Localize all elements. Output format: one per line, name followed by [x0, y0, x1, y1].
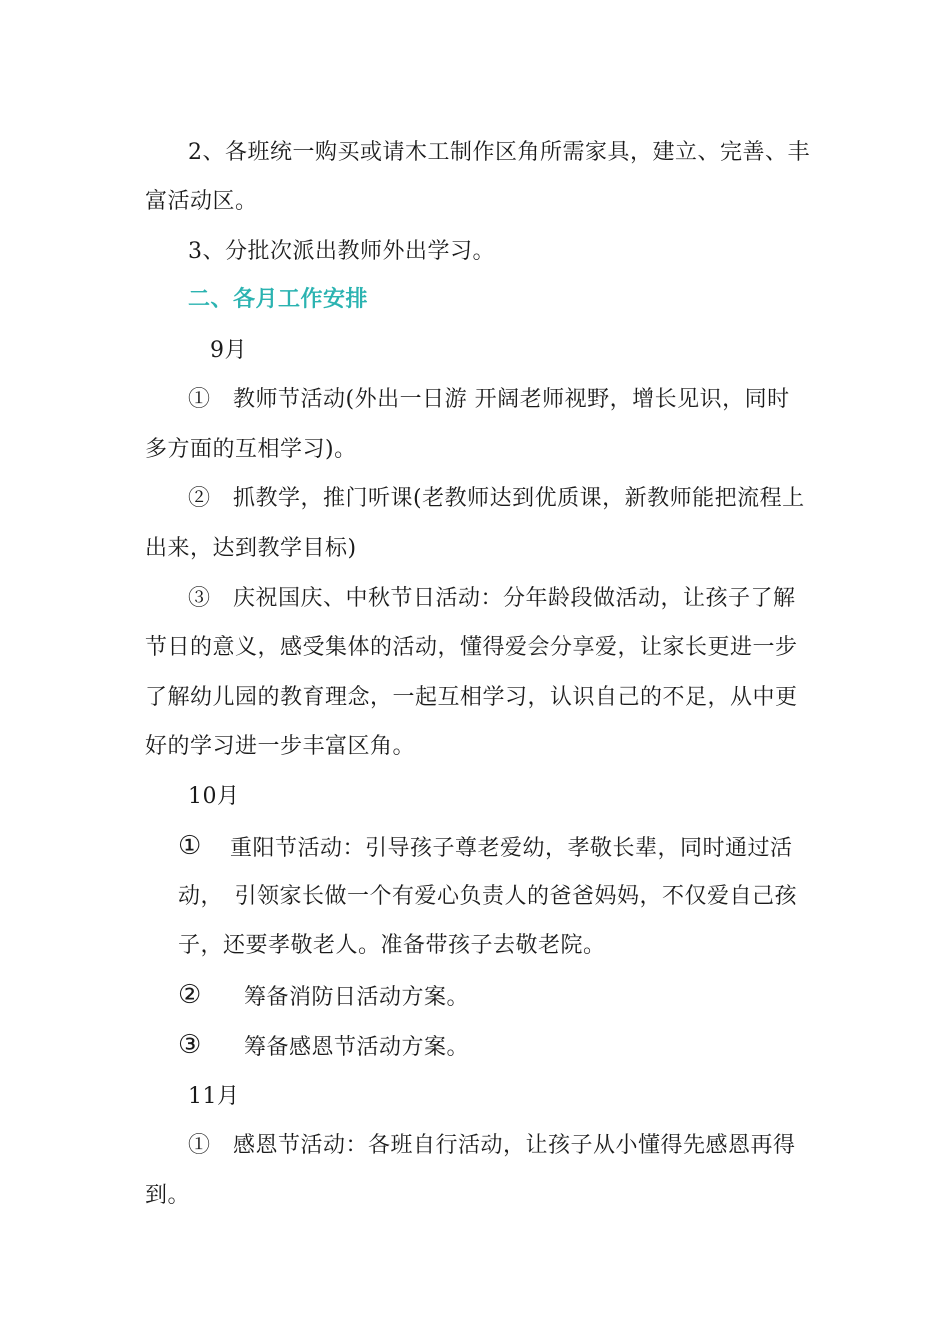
paragraph-line: 到。 — [145, 1183, 191, 1208]
paragraph-line: 多方面的互相学习)。 — [145, 437, 357, 462]
paragraph-line: ② 抓教学，推门听课(老教师达到优质课，新教师能把流程上 — [188, 486, 805, 511]
section-heading: 二、各月工作安排 — [188, 287, 369, 312]
paragraph-line: ③ 庆祝国庆、中秋节日活动：分年龄段做活动，让孩子了解 — [188, 586, 796, 611]
paragraph-line: 2、各班统一购买或请木工制作区角所需家具，建立、完善、丰 — [188, 140, 810, 165]
paragraph-line: 富活动区。 — [145, 189, 258, 214]
paragraph-line: 筹备感恩节活动方案。 — [244, 1035, 470, 1060]
paragraph-line: 了解幼儿园的教育理念，一起互相学习，认识自己的不足，从中更 — [145, 685, 798, 710]
month-label: 10月 — [188, 784, 240, 809]
list-number: ① — [178, 831, 202, 861]
paragraph-line: ① 教师节活动(外出一日游 开阔老师视野，增长见识，同时 — [188, 387, 790, 412]
paragraph-line: 动， 引领家长做一个有爱心负责人的爸爸妈妈，不仅爱自己孩 — [178, 884, 798, 909]
paragraph-line: 子，还要孝敬老人。准备带孩子去敬老院。 — [178, 933, 606, 958]
paragraph-line: 好的学习进一步丰富区角。 — [145, 734, 416, 759]
month-label: 11月 — [188, 1084, 240, 1109]
list-number: ③ — [178, 1030, 202, 1060]
paragraph-line: ① 感恩节活动：各班自行活动，让孩子从小懂得先感恩再得 — [188, 1133, 796, 1158]
paragraph-line: 重阳节活动：引导孩子尊老爱幼，孝敬长辈，同时通过活 — [230, 836, 793, 861]
paragraph-line: 节日的意义，感受集体的活动，懂得爱会分享爱，让家长更进一步 — [145, 635, 798, 660]
paragraph-line: 筹备消防日活动方案。 — [244, 985, 470, 1010]
paragraph-line: 出来，达到教学目标) — [145, 536, 357, 561]
month-label: 9月 — [210, 338, 247, 363]
paragraph-line: 3、分批次派出教师外出学习。 — [188, 239, 495, 264]
list-number: ② — [178, 980, 202, 1010]
